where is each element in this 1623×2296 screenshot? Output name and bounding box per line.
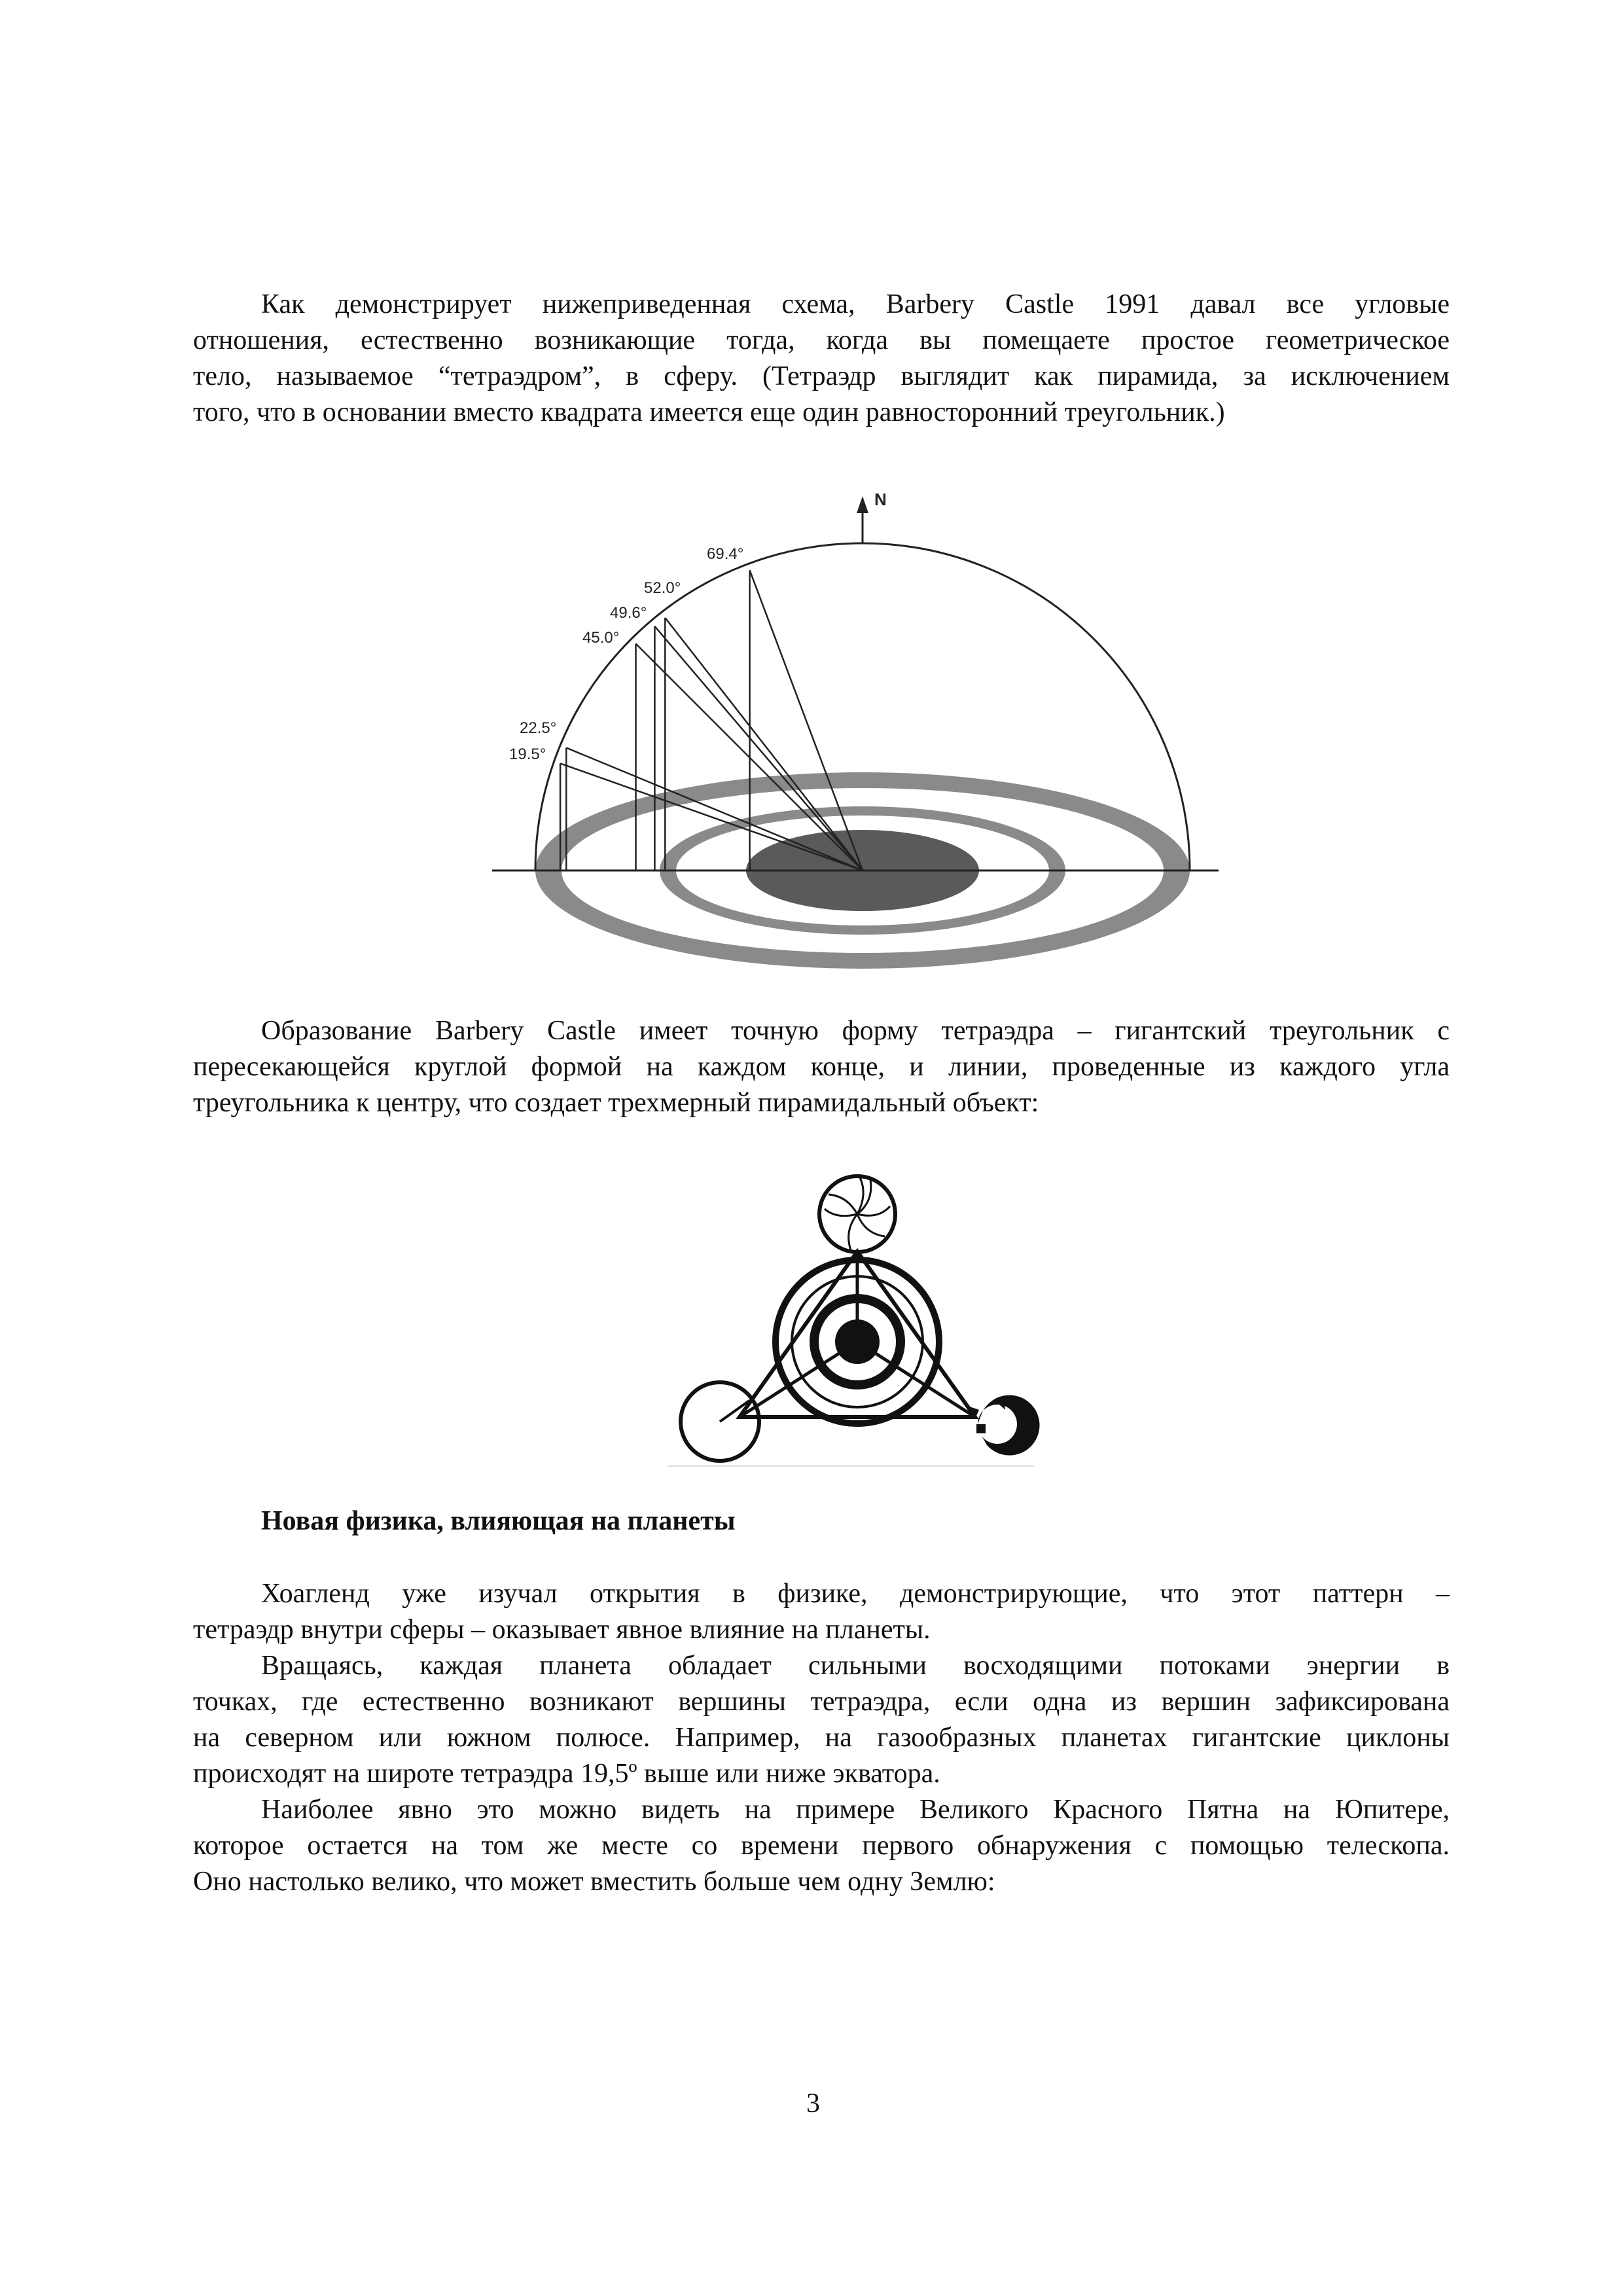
angle-label: 69.4° (707, 545, 744, 563)
text-line: которое остается на том же месте со времени первого обнаружения с помощью телескопа. (193, 1831, 1450, 1861)
section-paragraph-2 (193, 1648, 1450, 1792)
page-number: 3 (806, 2089, 820, 2119)
text-line: происходят на широте тетраэдра 19,5º выше или ниже экватора. (193, 1759, 940, 1789)
angle-label: 52.0° (644, 579, 681, 597)
text-line: Наиболее явно это можно видеть на примере Великого Красного Пятна на Юпитере, (261, 1795, 1450, 1825)
section-paragraph-3 (193, 1792, 1450, 1900)
text-line: Хоагленд уже изучал открытия в физике, демонстрирующие, что этот паттерн – (261, 1579, 1450, 1609)
center-dot (835, 1319, 880, 1364)
north-arrow-icon (857, 496, 868, 513)
intro-paragraph (193, 287, 1450, 431)
text-line: точках, где естественно возникают вершины тетраэдра, если одна из вершин зафиксирована (193, 1687, 1450, 1717)
formation-paragraph (193, 1013, 1450, 1121)
text-line: тетраэдр внутри сферы – оказывает явное влияние на планеты. (193, 1615, 931, 1645)
text-line: тело, называемое “тетраэдром”, в сферу. (Тетраэдр выглядит как пирамида, за исключением (193, 361, 1450, 391)
text-line: Оно настолько велико, что может вместить больше чем одну Землю: (193, 1867, 995, 1897)
text-line: пересекающейся круглой формой на каждом конце, и линии, проведенные из каждого угла (193, 1052, 1450, 1082)
tetrahedron-sphere-diagram (484, 478, 1230, 982)
barbery-castle-formation-diagram (668, 1158, 1060, 1479)
section-paragraph-1 (193, 1576, 1450, 1648)
north-label: N (874, 490, 887, 509)
text-line: Образование Barbery Castle имеет точную форму тетраэдра – гигантский треугольник с (261, 1016, 1450, 1046)
text-line: того, что в основании вместо квадрата имеется еще один равносторонний треугольник.) (193, 397, 1225, 427)
text-line: Вращаясь, каждая планета обладает сильными восходящими потоками энергии в (261, 1651, 1450, 1681)
angle-label: 22.5° (520, 719, 557, 737)
section-heading: Новая физика, влияющая на планеты (261, 1506, 736, 1536)
top-spiral-circle (819, 1176, 895, 1252)
right-ratchet-circle (967, 1395, 1040, 1456)
angle-label: 49.6° (610, 604, 647, 622)
text-line: треугольника к центру, что создает трехмерный пирамидальный объект: (193, 1088, 1039, 1118)
angle-label: 45.0° (582, 629, 620, 647)
text-line: Как демонстрирует нижеприведенная схема, Barbery Castle 1991 давал все угловые (261, 289, 1450, 319)
text-line: на северном или южном полюсе. Например, на газообразных планетах гигантские циклоны (193, 1723, 1450, 1753)
text-line: отношения, естественно возникающие тогда, когда вы помещаете простое геометрическое (193, 325, 1450, 355)
angle-label: 19.5° (509, 745, 546, 763)
